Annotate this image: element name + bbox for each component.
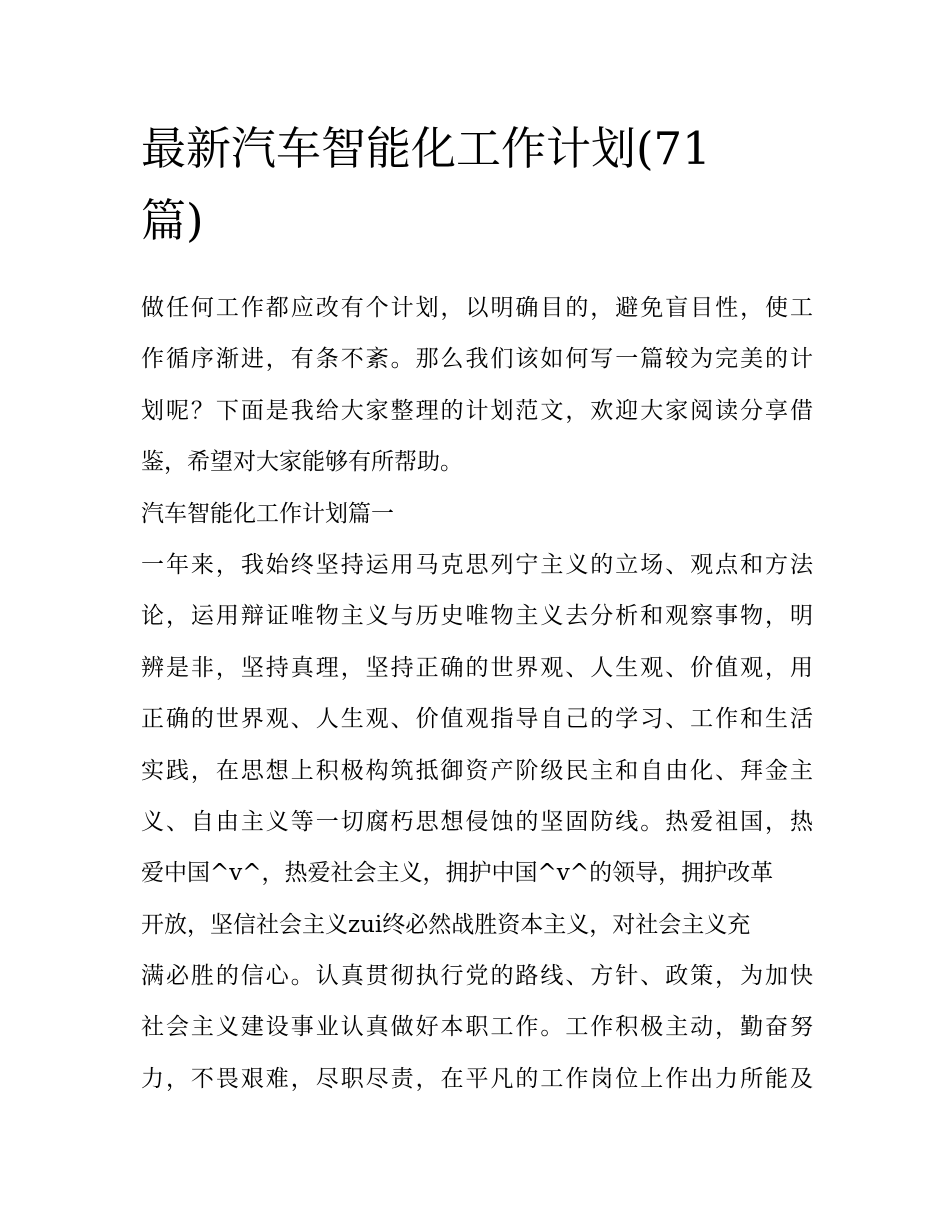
document-body <box>141 283 813 1105</box>
section-line-2: 论，运用辩证唯物主义与历史唯物主义去分析和观察事物，明 <box>141 603 813 630</box>
section-line-6: 义、自由主义等一切腐朽思想侵蚀的坚固防线。热爱祖国，热 <box>141 808 813 835</box>
document-content <box>141 113 813 1105</box>
intro-line-1: 做任何工作都应改有个计划，以明确目的，避免盲目性，使工 <box>141 295 813 321</box>
section-line-11: 力，不畏艰难，尽职尽责，在平凡的工作岗位上作出力所能及 <box>141 1065 813 1092</box>
document-title <box>141 113 813 257</box>
section-line-4: 正确的世界观、人生观、价值观指导自己的学习、工作和生活 <box>141 706 813 733</box>
title-line-1: 最新汽车智能化工作计划(71 <box>141 122 711 175</box>
section-line-8: 开放，坚信社会主义zui终必然战胜资本主义，对社会主义充 <box>141 911 751 938</box>
section-line-5: 实践，在思想上积极构筑抵御资产阶级民主和自由化、拜金主 <box>141 757 813 784</box>
intro-line-3: 划呢？下面是我给大家整理的计划范文，欢迎大家阅读分享借 <box>141 397 813 424</box>
intro-line-4: 鉴，希望对大家能够有所帮助。 <box>141 449 463 476</box>
section-line-7: 爱中国^v^，热爱社会主义，拥护中国^v^的领导，拥护改革 <box>141 860 774 887</box>
section-line-10: 社会主义建设事业认真做好本职工作。工作积极主动，勤奋努 <box>141 1014 813 1041</box>
section-line-1: 一年来，我始终坚持运用马克思列宁主义的立场、观点和方法 <box>141 551 813 578</box>
intro-line-2: 作循序渐进，有条不紊。那么我们该如何写一篇较为完美的计 <box>141 346 813 373</box>
section-heading: 汽车智能化工作计划篇一 <box>141 500 394 527</box>
section-line-9: 满必胜的信心。认真贯彻执行党的路线、方针、政策，为加快 <box>141 963 813 990</box>
title-line-2: 篇) <box>141 194 204 247</box>
section-line-3: 辨是非，坚持真理，坚持正确的世界观、人生观、价值观，用 <box>141 654 813 681</box>
